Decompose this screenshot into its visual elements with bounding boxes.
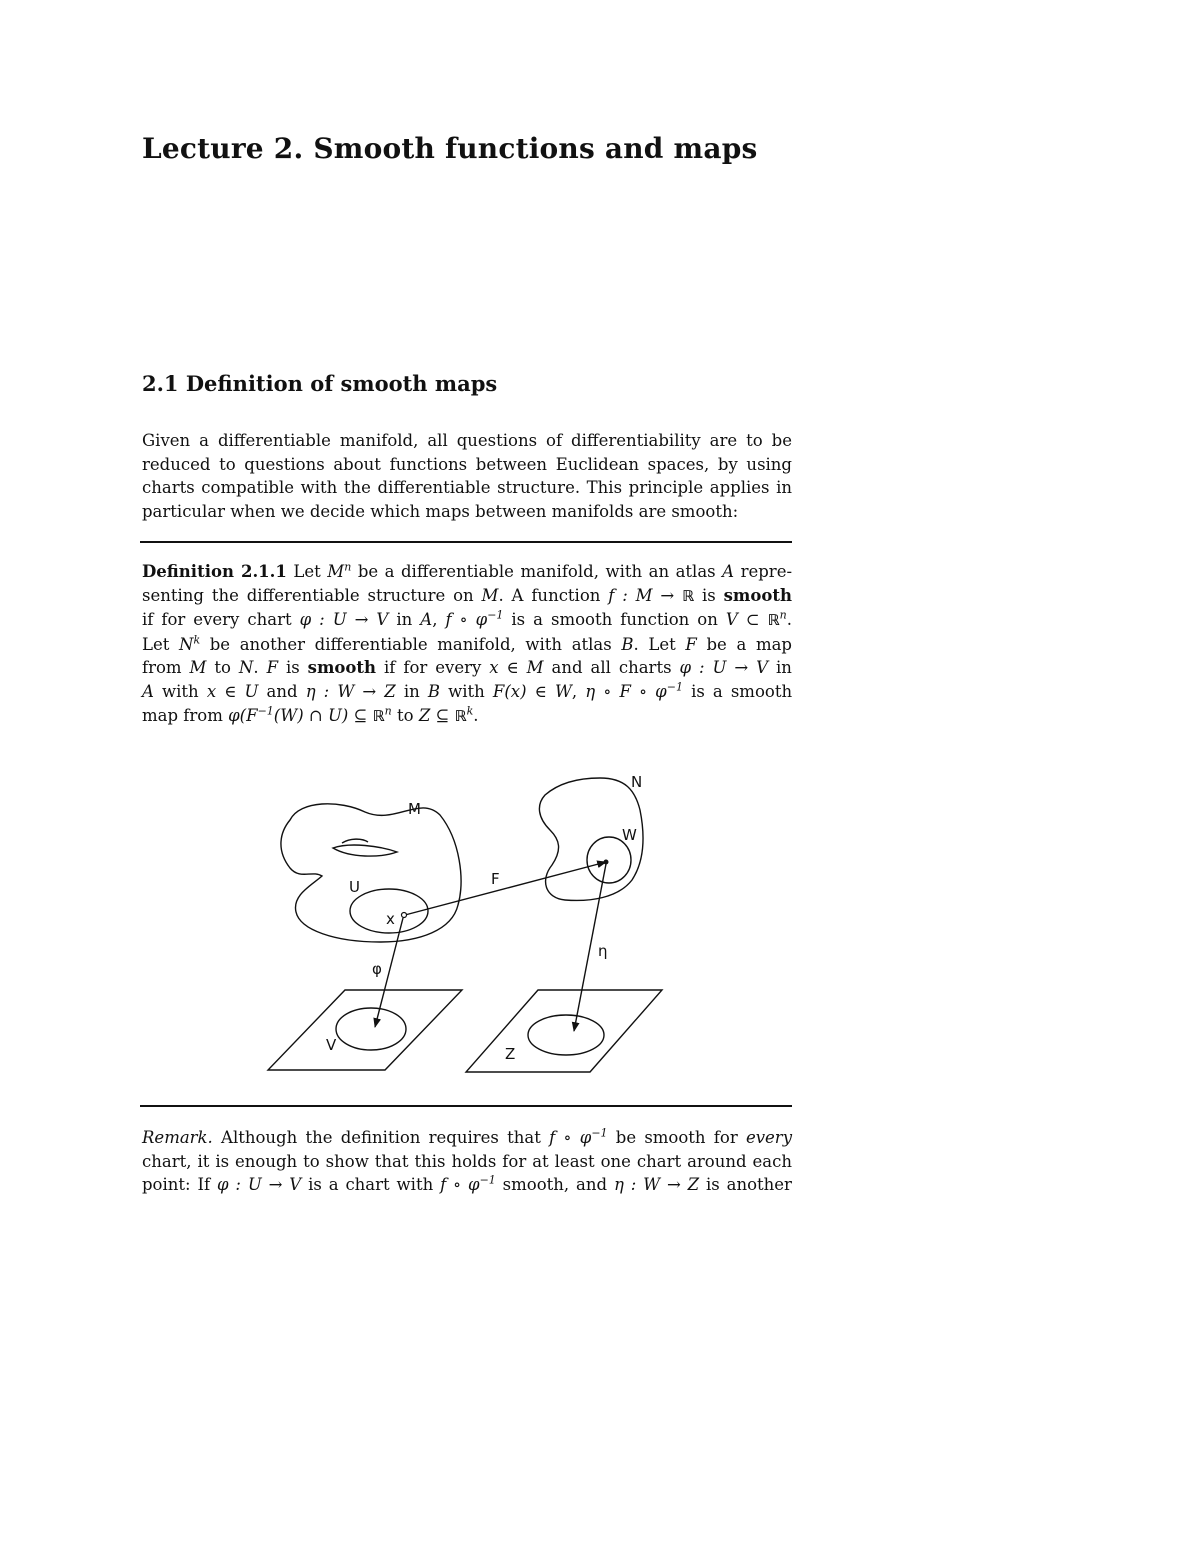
text: senting the differentiable structure on [142, 585, 474, 605]
sup: −1 [591, 1126, 608, 1140]
remark-line: chart, it is enough to show that this holds for at least one chart around each [142, 1151, 792, 1171]
math-Z: Z ⊆ [418, 705, 455, 725]
label-F: F [491, 870, 500, 888]
math-atlas-A: A [420, 610, 433, 630]
math-chart: φ : U → V [679, 658, 769, 678]
text: is [285, 658, 300, 678]
text: in [396, 610, 413, 630]
text: smooth, and [502, 1175, 608, 1195]
text: in [776, 658, 792, 678]
sup: k [193, 633, 201, 647]
math-M: M [481, 585, 499, 605]
sup: n [384, 704, 392, 718]
sup: −1 [487, 608, 504, 622]
plane-Z [466, 990, 662, 1072]
point-x-dot [402, 913, 407, 918]
text: . A function [498, 585, 601, 605]
math-M: M [189, 658, 207, 678]
text: is another [706, 1175, 792, 1195]
intro-line: Given a differentiable manifold, all questions of differentiability are to be [142, 431, 792, 450]
math-F: F [266, 658, 279, 678]
math-reals: ℝ [767, 611, 780, 630]
intro-line: reduced to questions about functions between Euclidean spaces, by using [142, 454, 792, 474]
sup: n [344, 560, 352, 574]
math-N: N [238, 658, 254, 678]
math-V: V ⊂ [725, 610, 768, 630]
math-dom: (W) ∩ U) ⊆ [273, 705, 373, 725]
math-comp: η ∘ F ∘ φ [585, 681, 667, 701]
section-title: 2.1 Definition of smooth maps [142, 371, 498, 396]
text: be a map [706, 634, 792, 654]
sup: −1 [257, 704, 274, 718]
text: to [214, 658, 231, 678]
text: and [266, 681, 298, 701]
text: in [403, 681, 420, 701]
math-atlas-A: A [142, 681, 154, 701]
text: is [701, 585, 716, 605]
text: to [396, 705, 414, 725]
math [549, 1128, 607, 1147]
math-M: M [327, 562, 345, 581]
remark-paragraph [142, 1126, 792, 1197]
math-chart: φ : U → V [299, 610, 389, 630]
text: is a chart with [308, 1175, 434, 1195]
manifold-M-hole-rim [342, 839, 368, 843]
math-reals: ℝ [454, 706, 467, 725]
text: is a smooth function on [511, 610, 718, 630]
term-smooth: smooth [307, 658, 377, 678]
text: and all charts [551, 658, 672, 678]
intro-line: charts compatible with the differentiable structure. This principle applies in [142, 478, 792, 498]
math-reals: ℝ [372, 706, 385, 725]
manifold-M-hole [333, 845, 397, 856]
emphasis-every: every [745, 1128, 793, 1147]
math-eta: η : W → Z [613, 1175, 700, 1195]
text: if for every chart [142, 610, 292, 630]
sup: −1 [666, 680, 683, 694]
text: point: If [142, 1175, 211, 1195]
math-atlas-B: B [427, 681, 441, 701]
label-eta: η [598, 942, 608, 960]
text: be smooth for [615, 1128, 738, 1147]
math-dom: φ(F [228, 705, 258, 725]
text: map from [142, 705, 223, 725]
remark-label: Remark. [142, 1128, 213, 1147]
math-comp: f ∘ φ [445, 610, 488, 630]
text: be a differentiable manifold, with an atlas [357, 562, 716, 581]
text: is a smooth [691, 681, 793, 701]
open-set-Z-region [528, 1015, 604, 1055]
open-set-V-region [336, 1008, 406, 1050]
math-chart: φ : U → V [216, 1175, 302, 1195]
math [440, 1175, 496, 1194]
text: with [162, 681, 199, 701]
label-M: M [408, 800, 421, 818]
text: . Let [633, 634, 676, 654]
math-atlas-B: B [621, 634, 634, 654]
remark-line [142, 1126, 792, 1150]
math-atlas-A: A [722, 562, 735, 581]
definition-bottom-rule [140, 1105, 792, 1107]
text: be another differentiable manifold, with atlas [209, 634, 612, 654]
manifold-M-outline [281, 804, 461, 942]
text: . [473, 705, 479, 725]
math-comp: f ∘ φ [549, 1128, 592, 1147]
label-V: V [326, 1036, 337, 1054]
text: , [571, 681, 578, 701]
sup: −1 [479, 1173, 496, 1187]
map-F-arrow [405, 862, 606, 915]
sup: k [466, 704, 474, 718]
label-Z: Z [505, 1045, 516, 1063]
text: from [142, 658, 182, 678]
text: . [786, 610, 792, 630]
math-comp: f ∘ φ [440, 1175, 480, 1195]
text: Let [142, 634, 170, 654]
math-x: x ∈ U [206, 681, 259, 701]
label-N: N [631, 773, 643, 791]
text: repre- [740, 562, 793, 581]
remark-line [142, 1173, 792, 1197]
text: if for every [384, 658, 482, 678]
label-W: W [622, 826, 637, 844]
label-phi: φ [372, 960, 382, 978]
intro-line: particular when we decide which maps between manifolds are smooth: [142, 501, 739, 521]
math-x: x ∈ M [489, 658, 544, 678]
plane-V [268, 990, 462, 1070]
math-F: F [685, 634, 697, 654]
math-eta: η : W → Z [305, 681, 396, 701]
point-Fx-dot [604, 860, 609, 865]
lecture-title: Lecture 2. Smooth functions and maps [142, 132, 758, 165]
sup: n [779, 608, 787, 622]
label-x: x [386, 910, 395, 928]
term-smooth: smooth [723, 585, 792, 605]
text: with [448, 681, 485, 701]
text: Let [293, 562, 321, 581]
definition-label: Definition 2.1.1 [142, 562, 287, 581]
text: . [253, 658, 259, 678]
text: , [432, 610, 438, 630]
math-f: f : M → [608, 585, 683, 605]
math-Fx: F(x) ∈ W [492, 681, 572, 701]
text: Although the definition requires that [221, 1128, 541, 1147]
math-N: N [179, 634, 194, 654]
math-reals: ℝ [682, 586, 695, 605]
label-U: U [349, 878, 360, 896]
